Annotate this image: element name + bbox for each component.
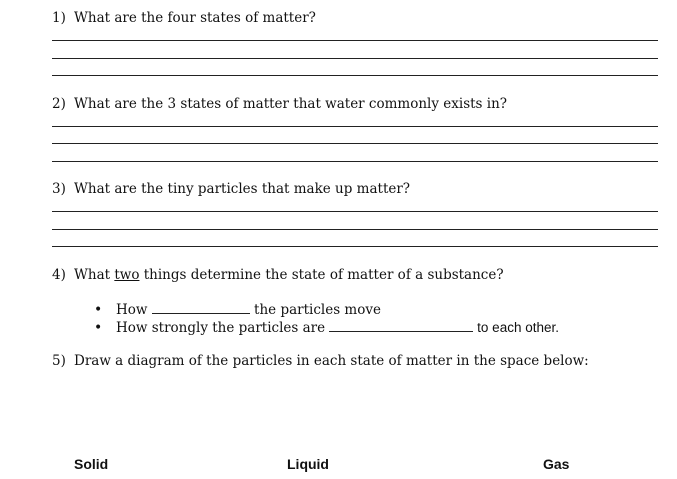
- answer-line[interactable]: [52, 58, 658, 59]
- question-number: 4): [52, 267, 66, 283]
- question-5: [52, 353, 589, 369]
- question-number: 5): [52, 353, 66, 369]
- question-number: 1): [52, 10, 66, 26]
- answer-line[interactable]: [52, 229, 658, 230]
- question-3: [52, 181, 410, 197]
- bullet-text-after: the particles move: [249, 302, 381, 318]
- bullet-text-after: to each other.: [473, 320, 559, 335]
- answer-line[interactable]: [52, 211, 658, 212]
- question-text: What are the 3 states of matter that water commonly exists in?: [74, 96, 508, 112]
- label-liquid: Liquid: [287, 456, 329, 472]
- question-text-before: What: [74, 267, 115, 283]
- question-4: [52, 267, 504, 283]
- question-text: What are the four states of matter?: [74, 10, 316, 26]
- bullet-item: [94, 319, 559, 336]
- answer-line[interactable]: [52, 246, 658, 247]
- bullet-text-before: How strongly the particles are: [116, 320, 330, 336]
- answer-line[interactable]: [52, 143, 658, 144]
- label-gas: Gas: [543, 456, 570, 472]
- answer-line[interactable]: [52, 161, 658, 162]
- bullet-item: [94, 301, 381, 318]
- fill-in-blank[interactable]: [329, 319, 473, 332]
- answer-line[interactable]: [52, 40, 658, 41]
- answer-line[interactable]: [52, 75, 658, 76]
- question-text: Draw a diagram of the particles in each state of matter in the space below:: [74, 353, 589, 369]
- question-number: 3): [52, 181, 66, 197]
- question-text-underlined: two: [114, 267, 140, 283]
- question-2: [52, 96, 507, 112]
- question-text: What are the tiny particles that make up matter?: [74, 181, 411, 197]
- bullet-icon: •: [94, 302, 103, 318]
- question-number: 2): [52, 96, 66, 112]
- question-text-after: things determine the state of matter of a substance?: [139, 267, 504, 283]
- answer-line[interactable]: [52, 126, 658, 127]
- fill-in-blank[interactable]: [152, 301, 250, 314]
- bullet-icon: •: [94, 320, 103, 336]
- question-1: [52, 10, 316, 26]
- label-solid: Solid: [74, 456, 109, 472]
- bullet-text-before: How: [116, 302, 152, 318]
